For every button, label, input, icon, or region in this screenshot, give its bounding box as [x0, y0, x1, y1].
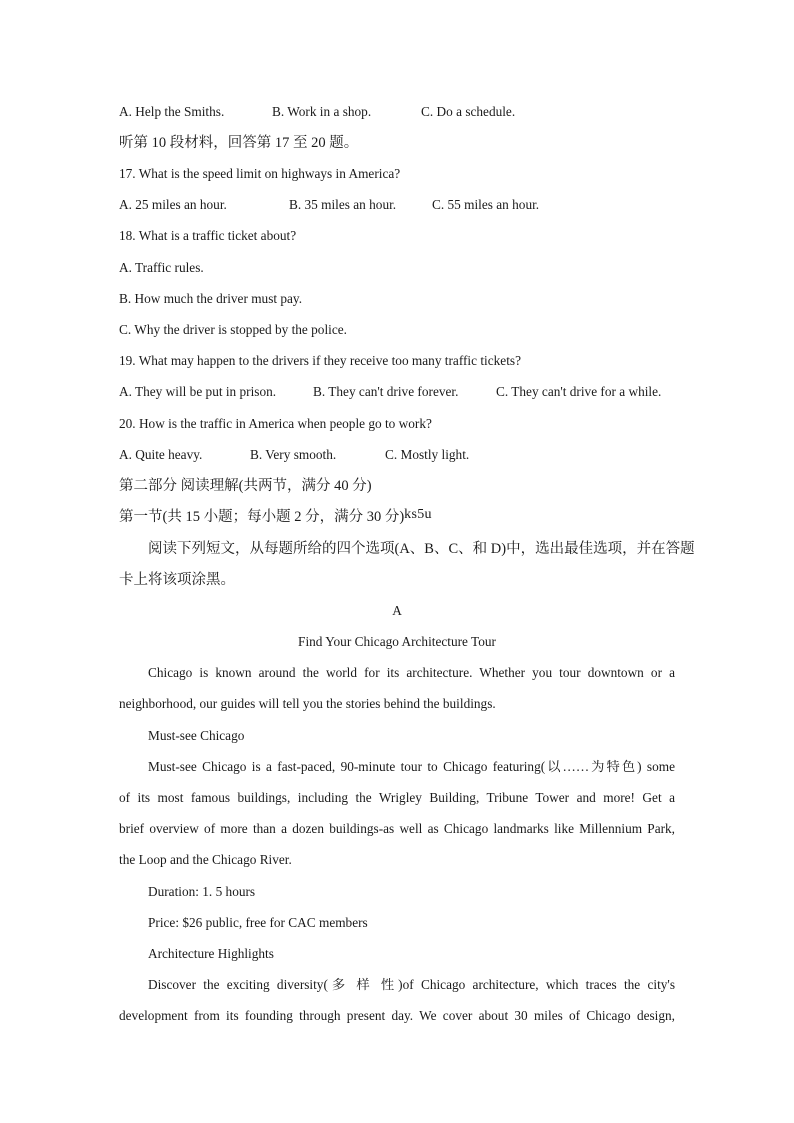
q17-option-c: C. 55 miles an hour. — [432, 197, 540, 212]
q18-option-c: C. Why the driver is stopped by the police. — [119, 322, 347, 337]
q20-options — [119, 446, 675, 464]
q19-option-b: B. They can't drive forever. — [313, 384, 459, 399]
q17-option-a: A. 25 miles an hour. — [119, 197, 227, 212]
paragraph1-line2: neighborhood, our guides will tell you the stories behind the buildings. — [119, 696, 496, 711]
paragraph1-line1: Chicago is known around the world for its architecture. Whether you tour downtown or a — [148, 665, 675, 680]
reading-instruction-line1: 阅读下列短文，从每题所给的四个选项(A、B、C、和 D)中，选出最佳选项，并在答题 — [148, 541, 695, 557]
q18-option-a: A. Traffic rules. — [119, 260, 204, 275]
q19-option-a: A. They will be put in prison. — [119, 384, 277, 399]
q16-option-b: B. Work in a shop. — [272, 104, 372, 119]
q19-question: 19. What may happen to the drivers if they receive too many traffic tickets? — [119, 353, 521, 368]
q20-option-b: B. Very smooth. — [250, 447, 337, 462]
q20-question: 20. How is the traffic in America when people go to work? — [119, 416, 432, 431]
reading-instruction-line2: 卡上将该项涂黑。 — [119, 572, 235, 588]
tour-price: Price: $26 public, free for CAC members — [148, 915, 368, 930]
q18-option-b: B. How much the driver must pay. — [119, 291, 303, 306]
paragraph3-line1: Discover the exciting diversity(多 样 性)of Chicago architecture, which traces the city's — [148, 977, 675, 992]
q18-question: 18. What is a traffic ticket about? — [119, 228, 297, 243]
q16-options — [119, 103, 675, 121]
q20-option-a: A. Quite heavy. — [119, 447, 203, 462]
subheading-must-see: Must-see Chicago — [148, 728, 245, 743]
paragraph3-line2: development from its founding through present day. We cover about 30 miles of Chicago design, — [119, 1008, 675, 1023]
part2-heading: 第二部分 阅读理解(共两节，满分 40 分) — [119, 478, 372, 494]
passage-title: Find Your Chicago Architecture Tour — [298, 634, 496, 649]
tour-duration: Duration: 1. 5 hours — [148, 884, 256, 899]
q17-option-b: B. 35 miles an hour. — [289, 197, 397, 212]
q20-option-c: C. Mostly light. — [385, 447, 470, 462]
q19-options — [119, 383, 675, 401]
paragraph2-line1: Must-see Chicago is a fast-paced, 90-minute tour to Chicago featuring(以……为特色) some — [148, 759, 675, 774]
watermark-text: ks5u — [404, 507, 432, 522]
q17-question: 17. What is the speed limit on highways in America? — [119, 166, 401, 181]
q16-option-c: C. Do a schedule. — [421, 104, 516, 119]
section10-instruction: 听第 10 段材料，回答第 17 至 20 题。 — [119, 135, 359, 151]
section1-heading — [119, 508, 675, 527]
paragraph2-line3: brief overview of more than a dozen buildings-as well as Chicago landmarks like Millennium Park, — [119, 821, 675, 836]
q16-option-a: A. Help the Smiths. — [119, 104, 225, 119]
subheading-highlights: Architecture Highlights — [148, 946, 274, 961]
passage-letter: A — [392, 603, 402, 618]
q19-option-c: C. They can't drive for a while. — [496, 384, 662, 399]
paragraph2-line2: of its most famous buildings, including the Wrigley Building, Tribune Tower and more! Get a — [119, 790, 675, 805]
section1-heading-text: 第一节(共 15 小题；每小题 2 分，满分 30 分) — [119, 509, 405, 525]
q17-options — [119, 196, 675, 214]
paragraph2-line4: the Loop and the Chicago River. — [119, 852, 292, 867]
